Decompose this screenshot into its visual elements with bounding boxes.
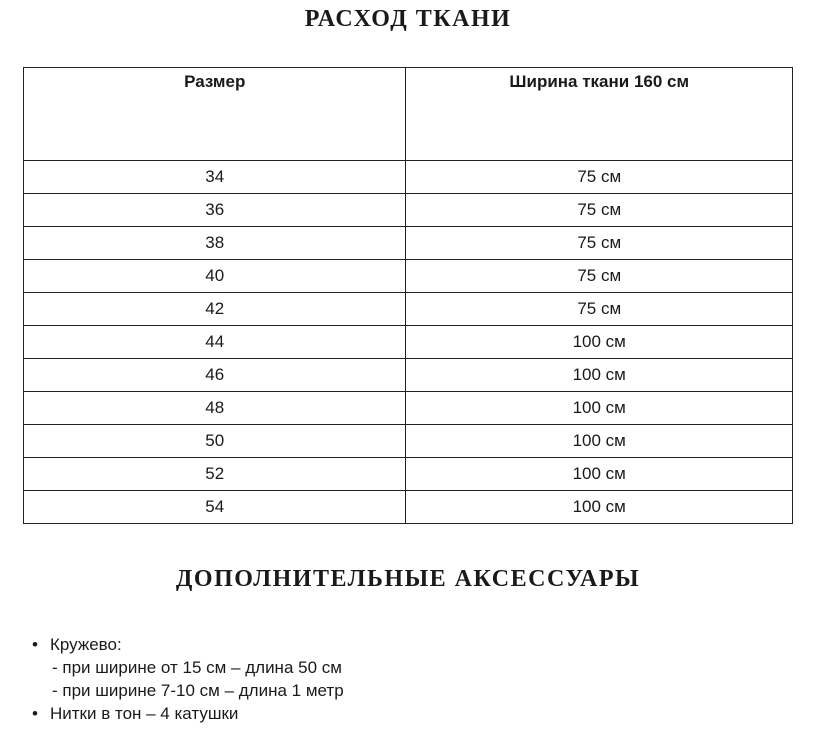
lace-label: Кружево: [50, 635, 122, 654]
fabric-length-cell: 75 см [406, 260, 793, 293]
size-cell: 44 [24, 326, 406, 359]
size-cell: 46 [24, 359, 406, 392]
section-title-accessories: ДОПОЛНИТЕЛЬНЫЕ АКСЕССУАРЫ [175, 566, 641, 592]
fabric-length-cell: 75 см [406, 161, 793, 194]
fabric-consumption-table [23, 67, 793, 524]
threads-label: Нитки в тон – 4 катушки [50, 704, 239, 723]
table-row [24, 194, 793, 227]
column-header-size: Размер [24, 68, 406, 161]
table-row [24, 458, 793, 491]
size-cell: 54 [24, 491, 406, 524]
fabric-length-cell: 75 см [406, 293, 793, 326]
bullet-icon: • [32, 635, 38, 654]
size-cell: 42 [24, 293, 406, 326]
fabric-length-cell: 100 см [406, 392, 793, 425]
size-cell: 36 [24, 194, 406, 227]
bullet-icon: • [32, 704, 38, 723]
page-title: РАСХОД ТКАНИ [304, 6, 512, 32]
size-cell: 40 [24, 260, 406, 293]
list-item-threads [32, 702, 344, 725]
size-cell: 50 [24, 425, 406, 458]
fabric-length-cell: 100 см [406, 458, 793, 491]
table-row [24, 260, 793, 293]
size-cell: 38 [24, 227, 406, 260]
size-cell: 34 [24, 161, 406, 194]
accessories-list [32, 633, 344, 725]
table-row [24, 392, 793, 425]
list-item-lace [32, 633, 344, 656]
fabric-length-cell: 100 см [406, 359, 793, 392]
table-header-row [24, 68, 793, 161]
fabric-length-cell: 75 см [406, 227, 793, 260]
fabric-length-cell: 100 см [406, 425, 793, 458]
fabric-length-cell: 100 см [406, 326, 793, 359]
lace-detail: - при ширине от 15 см – длина 50 см [52, 658, 342, 677]
table-row [24, 425, 793, 458]
fabric-length-cell: 100 см [406, 491, 793, 524]
size-cell: 48 [24, 392, 406, 425]
lace-detail: - при ширине 7-10 см – длина 1 метр [52, 681, 344, 700]
table-row [24, 491, 793, 524]
table-row [24, 227, 793, 260]
column-header-fabric-width: Ширина ткани 160 см [406, 68, 793, 161]
table-row [24, 326, 793, 359]
table-row [24, 293, 793, 326]
fabric-length-cell: 75 см [406, 194, 793, 227]
table-row [24, 359, 793, 392]
size-cell: 52 [24, 458, 406, 491]
table-row [24, 161, 793, 194]
